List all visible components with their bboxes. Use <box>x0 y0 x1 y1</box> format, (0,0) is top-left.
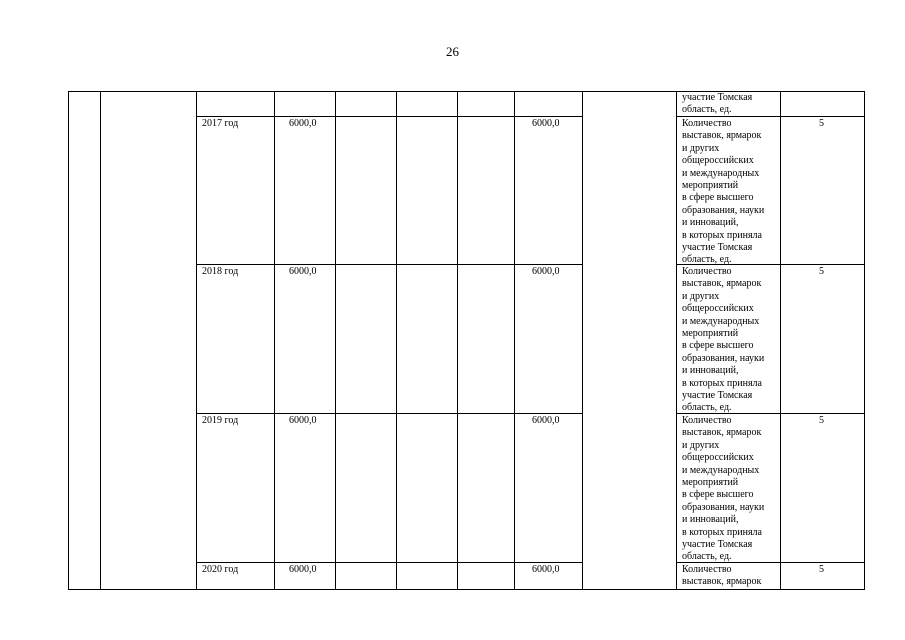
column-border <box>196 91 197 590</box>
column-border <box>100 91 101 590</box>
column-border <box>68 91 69 590</box>
indicator-fragment: участие Томская область, ед. <box>682 92 753 116</box>
amount-total-cell: 6000,0 <box>289 564 317 575</box>
table-bottom-border <box>68 589 865 590</box>
row-divider <box>196 413 582 414</box>
indicator-cell: Количество выставок, ярмарок и других общероссийских и международных мероприятий в сфере высшего образования, науки и инноваций, в которых приняла участие Томская область, ед. <box>682 415 765 563</box>
year-cell: 2019 год <box>202 415 239 426</box>
column-border <box>676 91 677 590</box>
row-divider <box>196 116 582 117</box>
amount-funding-cell: 6000,0 <box>532 564 560 575</box>
amount-funding-cell: 6000,0 <box>532 266 560 277</box>
column-border <box>514 91 515 590</box>
amount-funding-cell: 6000,0 <box>532 118 560 129</box>
indicator-value-cell: 5 <box>819 266 824 277</box>
column-border <box>780 91 781 590</box>
indicator-value-cell: 5 <box>819 564 824 575</box>
indicator-value-cell: 5 <box>819 118 824 129</box>
amount-funding-cell: 6000,0 <box>532 415 560 426</box>
column-border <box>864 91 865 590</box>
indicator-cell: Количество выставок, ярмарок <box>682 564 762 588</box>
amount-total-cell: 6000,0 <box>289 266 317 277</box>
indicator-cell: Количество выставок, ярмарок и других общероссийских и международных мероприятий в сфере высшего образования, науки и инноваций, в которых приняла участие Томская область, ед. <box>682 266 765 414</box>
indicator-cell: Количество выставок, ярмарок и других общероссийских и международных мероприятий в сфере высшего образования, науки и инноваций, в которых приняла участие Томская область, ед. <box>682 118 765 266</box>
column-border <box>335 91 336 590</box>
column-border <box>457 91 458 590</box>
indicator-value-cell: 5 <box>819 415 824 426</box>
year-cell: 2018 год <box>202 266 239 277</box>
amount-total-cell: 6000,0 <box>289 415 317 426</box>
year-cell: 2017 год <box>202 118 239 129</box>
column-border <box>396 91 397 590</box>
column-border <box>274 91 275 590</box>
row-divider <box>196 264 582 265</box>
row-divider <box>196 562 582 563</box>
column-border <box>582 91 583 590</box>
amount-total-cell: 6000,0 <box>289 118 317 129</box>
year-cell: 2020 год <box>202 564 239 575</box>
page-number: 26 <box>446 44 459 59</box>
